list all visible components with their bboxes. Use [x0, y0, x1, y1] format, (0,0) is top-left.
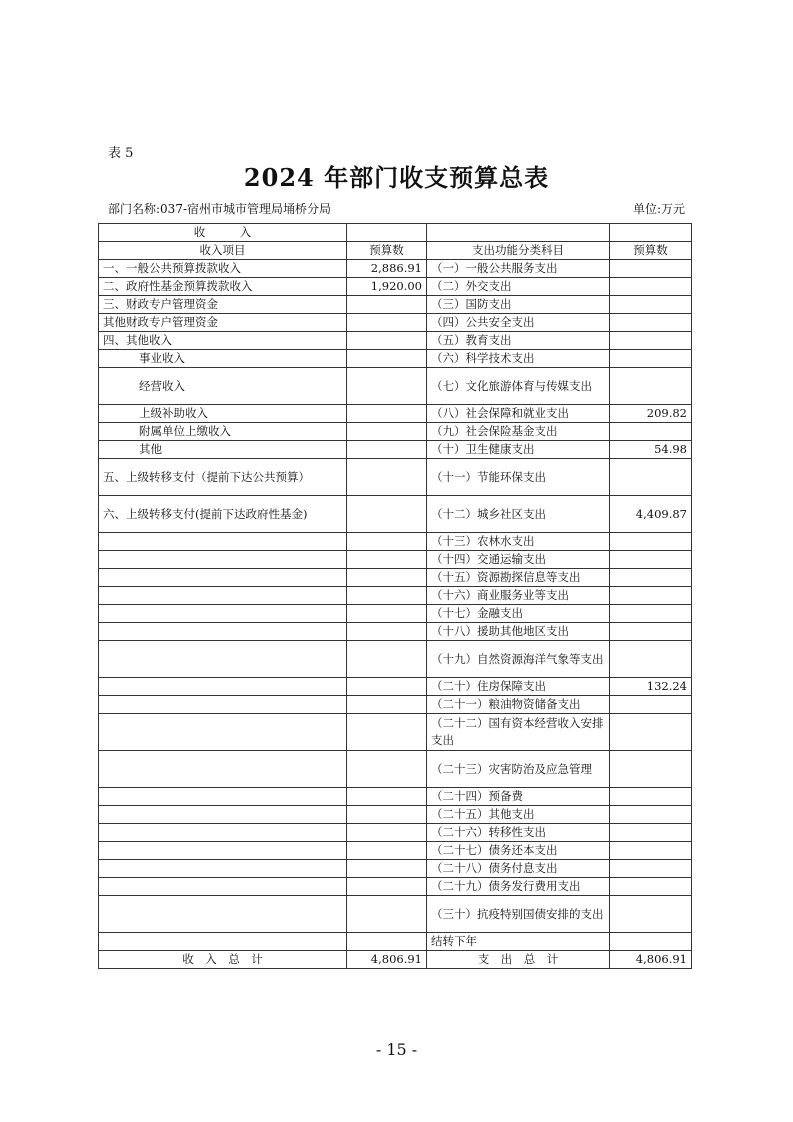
expense-amount-cell: 4,409.87 [610, 496, 692, 533]
table-row [99, 350, 692, 368]
expense-item-cell: （九）社会保险基金支出 [427, 423, 610, 441]
income-item-cell [99, 714, 347, 751]
table-row [99, 278, 692, 296]
income-item-cell [99, 569, 347, 587]
income-item-cell [99, 896, 347, 933]
table-row [99, 441, 692, 459]
expense-amount-cell [610, 533, 692, 551]
income-item-cell [99, 878, 347, 896]
table-row [99, 696, 692, 714]
income-amount-cell [347, 842, 427, 860]
income-item-cell [99, 751, 347, 788]
expense-item-cell: （二十三）灾害防治及应急管理 [427, 751, 610, 788]
table-label: 表 5 [108, 146, 134, 161]
expense-item-cell: （十三）农林水支出 [427, 533, 610, 551]
expense-amount-cell [610, 714, 692, 751]
income-item-cell [99, 824, 347, 842]
expense-item-cell: （十七）金融支出 [427, 605, 610, 623]
income-amount-cell [347, 933, 427, 951]
income-item-cell: 三、财政专户管理资金 [99, 296, 347, 314]
income-item-cell [99, 551, 347, 569]
income-item-cell [99, 587, 347, 605]
income-item-cell: 事业收入 [99, 350, 347, 368]
table-row [99, 368, 692, 405]
expense-amount-cell [610, 296, 692, 314]
expense-item-cell: （二十四）预备费 [427, 788, 610, 806]
income-item-cell: 二、政府性基金预算拨款收入 [99, 278, 347, 296]
income-item-cell [99, 842, 347, 860]
table-row [99, 605, 692, 623]
income-item-cell [99, 641, 347, 678]
income-amount-cell [347, 496, 427, 533]
expense-amount-cell [610, 260, 692, 278]
table-row [99, 788, 692, 806]
table-row [99, 423, 692, 441]
expense-item-cell: （八）社会保障和就业支出 [427, 405, 610, 423]
income-amount-cell [347, 332, 427, 350]
expense-item-cell: （六）科学技术支出 [427, 350, 610, 368]
expense-amount-cell [610, 696, 692, 714]
table-row [99, 896, 692, 933]
income-amount-cell: 1,920.00 [347, 278, 427, 296]
expense-amount-cell [610, 459, 692, 496]
expense-item-cell: （四）公共安全支出 [427, 314, 610, 332]
expense-item-cell: （三十）抗疫特别国债安排的支出 [427, 896, 610, 933]
expense-amount-cell [610, 314, 692, 332]
income-amount-cell [347, 533, 427, 551]
expense-amount-cell [610, 806, 692, 824]
income-amount-cell [347, 641, 427, 678]
expense-amount-cell [610, 332, 692, 350]
expense-amount-cell [610, 788, 692, 806]
expense-item-cell: （十八）援助其他地区支出 [427, 623, 610, 641]
expense-item-cell: （十二）城乡社区支出 [427, 496, 610, 533]
total-expense-value: 4,806.91 [610, 951, 692, 969]
expense-amount-cell [610, 842, 692, 860]
income-amount-cell [347, 423, 427, 441]
table-row [99, 587, 692, 605]
table-row [99, 459, 692, 496]
expense-amount-cell [610, 878, 692, 896]
income-amount-cell [347, 806, 427, 824]
income-amount-cell [347, 587, 427, 605]
income-amount-cell: 2,886.91 [347, 260, 427, 278]
income-item-cell: 上级补助收入 [99, 405, 347, 423]
expense-amount-cell [610, 605, 692, 623]
expense-amount-header: 预算数 [610, 242, 692, 260]
income-item-cell [99, 623, 347, 641]
expense-amount-cell [610, 824, 692, 842]
income-amount-cell [347, 896, 427, 933]
income-item-cell: 六、上级转移支付(提前下达政府性基金) [99, 496, 347, 533]
expense-amount-cell [610, 551, 692, 569]
expense-amount-cell [610, 623, 692, 641]
income-item-cell [99, 788, 347, 806]
income-amount-cell [347, 714, 427, 751]
expense-amount-cell [610, 751, 692, 788]
total-expense-label: 支 出 总 计 [427, 951, 610, 969]
expense-item-cell: （三）国防支出 [427, 296, 610, 314]
expense-item-cell: （十一）节能环保支出 [427, 459, 610, 496]
expense-item-cell: （二十六）转移性支出 [427, 824, 610, 842]
page-title: 2024 年部门收支预算总表 [243, 163, 550, 192]
table-row [99, 860, 692, 878]
department-name: 部门名称:037-宿州市城市管理局埇桥分局 [108, 202, 332, 216]
income-item-cell [99, 605, 347, 623]
expense-item-cell: （二十）住房保障支出 [427, 678, 610, 696]
table-row [99, 878, 692, 896]
table-row [99, 332, 692, 350]
expense-item-cell: 结转下年 [427, 933, 610, 951]
income-amount-cell [347, 296, 427, 314]
unit-label: 单位:万元 [632, 202, 685, 216]
income-amount-cell [347, 824, 427, 842]
table-row [99, 806, 692, 824]
income-amount-cell [347, 314, 427, 332]
table-row [99, 296, 692, 314]
income-amount-cell [347, 696, 427, 714]
expense-item-cell: （二）外交支出 [427, 278, 610, 296]
income-amount-cell [347, 350, 427, 368]
income-amount-cell [347, 623, 427, 641]
expense-amount-cell: 132.24 [610, 678, 692, 696]
income-item-cell [99, 533, 347, 551]
income-item-cell: 附属单位上缴收入 [99, 423, 347, 441]
income-item-cell: 五、上级转移支付（提前下达公共预算） [99, 459, 347, 496]
expense-amount-cell [610, 587, 692, 605]
expense-item-cell: （十六）商业服务业等支出 [427, 587, 610, 605]
expense-amount-cell [610, 569, 692, 587]
table-row [99, 569, 692, 587]
expense-item-cell: （二十七）债务还本支出 [427, 842, 610, 860]
expense-item-cell: （五）教育支出 [427, 332, 610, 350]
table-row [99, 260, 692, 278]
expense-amount-cell [610, 350, 692, 368]
income-item-cell: 四、其他收入 [99, 332, 347, 350]
income-amount-header: 预算数 [347, 242, 427, 260]
expense-amount-cell [610, 641, 692, 678]
table-row [99, 641, 692, 678]
table-row [99, 714, 692, 751]
expense-item-cell: （二十八）债务付息支出 [427, 860, 610, 878]
income-item-cell [99, 678, 347, 696]
income-amount-cell [347, 878, 427, 896]
expense-amount-cell: 54.98 [610, 441, 692, 459]
income-amount-cell [347, 551, 427, 569]
expense-amount-cell: 209.82 [610, 405, 692, 423]
expense-item-cell: （十九）自然资源海洋气象等支出 [427, 641, 610, 678]
table-row [99, 824, 692, 842]
table-row [99, 678, 692, 696]
expense-amount-cell [610, 933, 692, 951]
table-row [99, 751, 692, 788]
expense-item-cell: （二十九）债务发行费用支出 [427, 878, 610, 896]
income-amount-cell [347, 569, 427, 587]
expense-amount-cell [610, 423, 692, 441]
expense-item-cell: （十）卫生健康支出 [427, 441, 610, 459]
income-item-cell [99, 806, 347, 824]
expense-amount-cell [610, 368, 692, 405]
income-item-cell: 其他 [99, 441, 347, 459]
table-row [99, 314, 692, 332]
expense-amount-cell [610, 278, 692, 296]
income-amount-cell [347, 751, 427, 788]
income-amount-cell [347, 459, 427, 496]
expense-item-cell: （二十一）粮油物资储备支出 [427, 696, 610, 714]
income-amount-cell [347, 860, 427, 878]
income-item-cell [99, 933, 347, 951]
table-row [99, 623, 692, 641]
income-item-cell [99, 860, 347, 878]
income-item-cell: 其他财政专户管理资金 [99, 314, 347, 332]
table-row [99, 496, 692, 533]
table-row [99, 842, 692, 860]
table-row [99, 551, 692, 569]
table-row [99, 533, 692, 551]
section-header-row [99, 224, 692, 242]
expense-item-header: 支出功能分类科目 [427, 242, 610, 260]
income-amount-cell [347, 678, 427, 696]
expense-amount-cell [610, 860, 692, 878]
income-section-header: 收 入 [99, 224, 347, 242]
table-row [99, 405, 692, 423]
budget-table [98, 223, 692, 969]
income-amount-cell [347, 405, 427, 423]
total-income-label: 收 入 总 计 [99, 951, 347, 969]
expense-item-cell: （七）文化旅游体育与传媒支出 [427, 368, 610, 405]
expense-amount-cell [610, 896, 692, 933]
income-item-cell [99, 696, 347, 714]
expense-item-cell: （十四）交通运输支出 [427, 551, 610, 569]
total-income-value: 4,806.91 [347, 951, 427, 969]
income-item-cell: 一、一般公共预算拨款收入 [99, 260, 347, 278]
expense-item-cell: （二十五）其他支出 [427, 806, 610, 824]
income-amount-cell [347, 788, 427, 806]
income-amount-cell [347, 441, 427, 459]
expense-item-cell: （十五）资源勘探信息等支出 [427, 569, 610, 587]
total-row [99, 951, 692, 969]
expense-item-cell: （一）一般公共服务支出 [427, 260, 610, 278]
income-amount-cell [347, 368, 427, 405]
expense-item-cell: （二十二）国有资本经营收入安排支出 [427, 714, 610, 751]
column-header-row [99, 242, 692, 260]
income-item-header: 收入项目 [99, 242, 347, 260]
income-amount-cell [347, 605, 427, 623]
page-number: - 15 - [375, 1040, 418, 1059]
table-row [99, 933, 692, 951]
income-item-cell: 经营收入 [99, 368, 347, 405]
